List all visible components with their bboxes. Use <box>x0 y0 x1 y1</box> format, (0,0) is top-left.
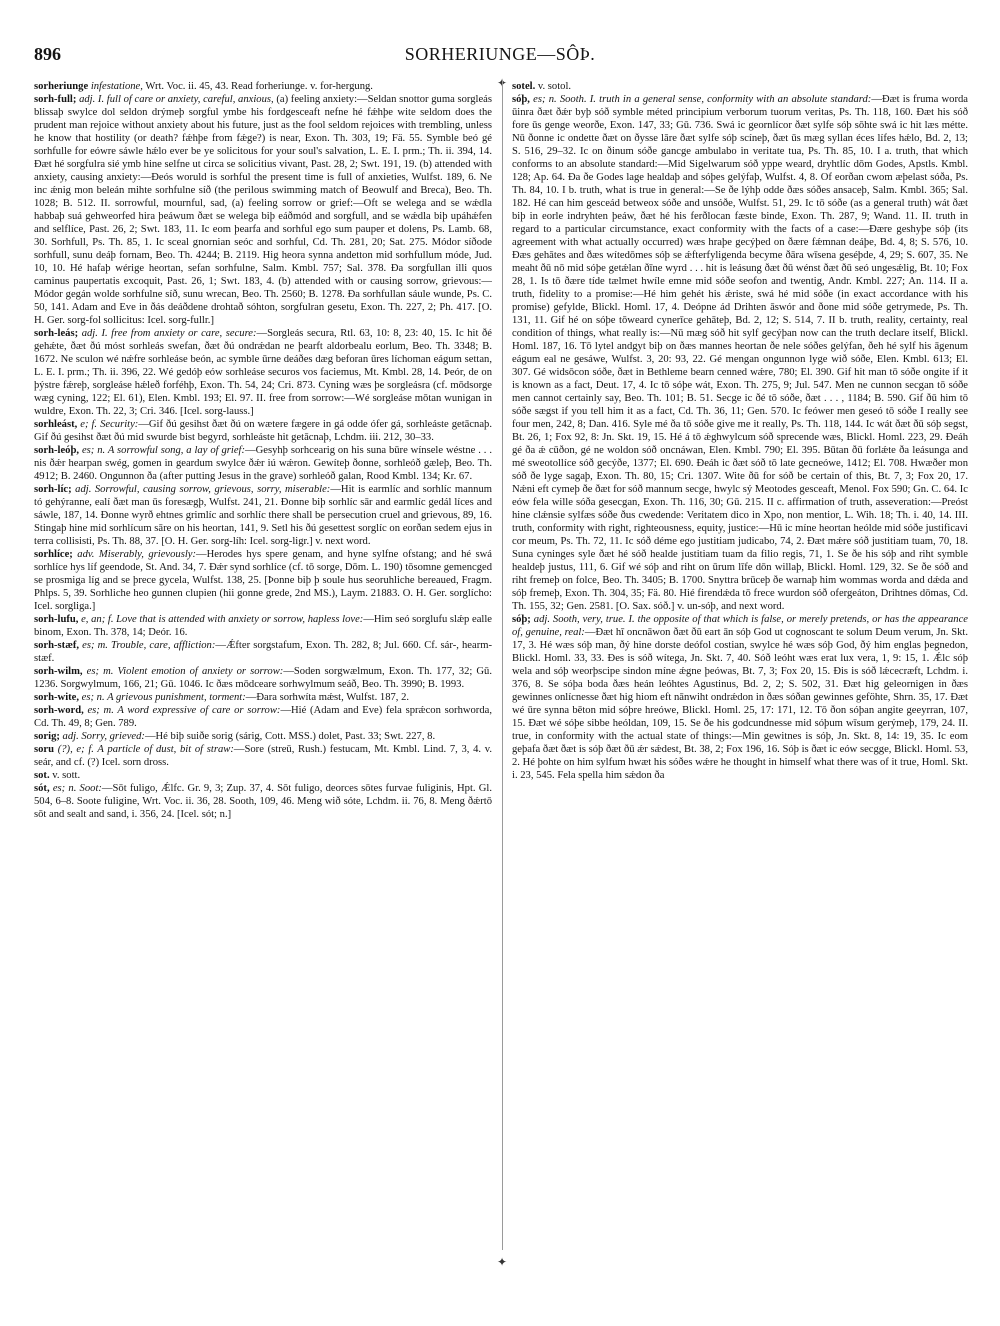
column-divider-ornament-top: ✦ <box>497 76 508 90</box>
entry-definition: adj. I. free from anxiety or care, secure: <box>81 328 257 339</box>
entry-headword: sorh-lufu, <box>34 614 79 625</box>
dictionary-entry <box>512 80 968 93</box>
entry-citations: —Hé biþ suiðe sorig (sárig, Cott. MSS.) dolet, Past. 33; Swt. 227, 8. <box>144 731 436 742</box>
left-column <box>34 80 492 1270</box>
entry-definition: es; n. Sooth. I. truth in a general sense, conformity with an absolute standard: <box>533 94 872 105</box>
dictionary-entry <box>34 483 492 548</box>
entry-headword: sorh-wilm, <box>34 666 83 677</box>
entry-citations: —Gesyhþ sorhcearig on his suna būre wínsele wéstne . . . nis ðǽr hearpan swég, gomen in geardum swylce ðǽr iú wǽron. Gewíteþ ðonne, sorhleóð gæleþ, Beo. Th. 4912; B. 2460. Ongunnon ða (after putting Jesus in the grave) sorhleóð galan, Rood Kmbl. 134; Kr. 67. <box>34 445 492 482</box>
entry-headword: sóþ; <box>512 614 531 625</box>
entry-definition: adj. Sorrowful, causing sorrow, grievous, sorry, miserable: <box>75 484 331 495</box>
dictionary-entry <box>34 548 492 613</box>
entry-definition: es; n. A grievous punishment, torment: <box>81 692 246 703</box>
entry-citations: —Hit is earmlíc and sorhlíc mannum tó gehýranne, ealí ðæt man ūs foresægþ, Wulfst. 241, 21. Ðonne biþ sorhlíc sār and earmlíc gedál líces and sáwle, 187, 14. Ðonne wyrð ehtnes grimlíc and sorhlíc there shall be persecution cruel and grievous, 89, 16. Stingaþ hine mid sorhlícum sāre on his heortan, 141, 9. Setl his ðú gesettest sorglíc on eorðan sedem ejus in terra collisisti, Ps. Th. 88, 37. [O. H. Ger. sorg-líh: Icel. sorg-ligr.] v. next word. <box>34 484 492 547</box>
entry-citations: —Ǽfter sorgstafum, Exon. Th. 282, 8; Jul. 660. Cf. sár-, hearm-stæf. <box>34 640 492 664</box>
entry-citations: v. sotol. <box>537 81 572 92</box>
entry-headword: sót, <box>34 783 50 794</box>
entry-headword: sorheriunge <box>34 81 89 92</box>
entry-definition: es; m. Trouble, care, affliction: <box>82 640 216 651</box>
dictionary-entry <box>512 93 968 613</box>
right-column <box>512 80 968 1270</box>
entry-headword: sorig; <box>34 731 60 742</box>
entry-definition: adj. Sorry, grieved: <box>62 731 145 742</box>
entry-headword: sorh-líc; <box>34 484 72 495</box>
column-divider-ornament-bottom: ✦ <box>497 1255 508 1269</box>
dictionary-entry <box>34 80 492 93</box>
entry-headword: sorh-stæf, <box>34 640 80 651</box>
entry-headword: sorhlíce; <box>34 549 73 560</box>
entry-headword: soru <box>34 744 55 755</box>
page-header <box>34 44 966 68</box>
entry-headword: sorh-word, <box>34 705 84 716</box>
column-divider <box>502 80 503 1250</box>
entry-headword: sorhleást, <box>34 419 78 430</box>
entry-headword: sorh-leóþ, <box>34 445 80 456</box>
entry-definition: infestatione, <box>90 81 143 92</box>
entry-citations: —Ðara sorhwíta mǽst, Wulfst. 187, 2. <box>245 692 410 703</box>
dictionary-entry <box>34 769 492 782</box>
entry-definition: adj. I. full of care or anxiety, careful, anxious, <box>79 94 274 105</box>
entry-citations: —Gif ðú gesihst ðæt ðú on wætere fægere in gá odde ófer gá, sorhleáste getācnaþ. Gif ðú gesihst ðæt ðú mid swurde bist begyrd, sorhleáste hit getācnaþ, Lchdm. iii. 212, 30–33. <box>34 419 492 443</box>
entry-citations: —Herodes hys spere genam, and hyne sylfne ofstang; and hé swá sorhlíce hys líf geendode, St. And. 34, 7. Ðǽr synd sorhlíce (cf. tō sorge, Dōm. L. 190) tōsomne gemencged se prosmiga líg and se þrece gycela, Wulfst. 138, 25. [Þonne biþ þ soule hus seoruhliche bereaued, Fragm. Phlps. 5, 39. Sorhliche heo gunnen clupien (hii gonne grede, 2nd MS.), Laym. 21883. O. H. Ger. sorglícho: Icel. sorgliga.] <box>34 549 492 612</box>
running-head: SORHERIUNGE—SÔÞ. <box>404 44 596 64</box>
entry-citations: v. sott. <box>52 770 81 781</box>
dictionary-entry <box>34 730 492 743</box>
entry-headword: sóþ, <box>512 94 530 105</box>
entry-citations: —Hié (Adam and Eve) fela sprǽcon sorhworda, Cd. Th. 49, 8; Gen. 789. <box>34 705 492 729</box>
dictionary-entry <box>34 93 492 327</box>
entry-headword: sorh-leás; <box>34 328 79 339</box>
dictionary-entry <box>34 782 492 821</box>
dictionary-entry <box>34 613 492 639</box>
dictionary-entry <box>512 613 968 782</box>
entry-definition: es; n. A sorrowful song, a lay of grief: <box>81 445 246 456</box>
entry-definition: es; m. A word expressive of care or sorrow: <box>87 705 281 716</box>
entry-citations: —Sorgleás secura, Rtl. 63, 10: 8, 23: 40, 15. Ic hit ðé gehǽte, ðæt ðú móst sorhleás swefan, ðæt ðú ondrǽdan ne þearft aldorbealu eorlum, Beo. Th. 3348; B. 1672. Ne sculon wé nǽfre sorhleáse beón, ac symble ūrne deáðes dæg beforan ūres líchoman eágum settan, L. E. I. prm.; Th. ii. 396, 22. Wé gedóþ eów sorhleáse securos vos faciemus, Mt. Kmbl. 28, 14. Þeór, de on þýstre fǽreþ, sorgleáse hǽleð forféhþ, Exon. Th. 54, 24; Cri. 873. Cyning wæs þe sorgleásra (cf. mōdsorge wæg cyning, 122; El. 61), Elen. Kmbl. 193; El. 97. II. free from sorrow:—Wé sorgleáse mōtan wunigan in wuldre, Exon. Th. 22, 3; Cri. 346. [Icel. sorg-lauss.] <box>34 328 492 417</box>
entry-headword: sorh-full; <box>34 94 77 105</box>
entry-definition: e, an; f. Love that is attended with anxiety or sorrow, hapless love: <box>81 614 364 625</box>
dictionary-entry <box>34 327 492 418</box>
entry-headword: sotel. <box>512 81 536 92</box>
entry-definition: adv. Miserably, grievously: <box>77 549 197 560</box>
dictionary-entry <box>34 418 492 444</box>
entry-citations: —Soden sorgwælmum, Exon. Th. 177, 32; Gū. 1236. Sorgwylmum, 166, 21; Gū. 1046. Ic ðæs mōdceare sorhwylmum seáð, Beo. Th. 3990; B. 1993. <box>34 666 492 690</box>
entry-definition: adj. Sooth, very, true. I. the opposite of that which is false, or merely pretends, or has the appearance of, genuine, real: <box>512 614 968 638</box>
entry-citations: —Him seó sorglufu slǽp ealle binom, Exon. Th. 378, 14; Deór. 16. <box>34 614 492 638</box>
entry-citations: —Ðæt hī oncnāwon ðæt ðū eart ān sóþ God ut cognoscant te solum Deum verum, Jn. Skt. 17, 3. Hé wæs sóþ man, ðý hine dorste deófol costian, swylce hé wæs sóþ God, ðý him englas þegnedon, Blickl. Homl. 33, 33. Ðes is sóð wítega, Jn. Skt. 7, 40. Sóð leóht wæs erat lux vera, 1, 9: 15, 1. Ǽlc sóþ wela and sóþ weorþscipe sindon míne ǽgne þeówas, Bt. 7, 3; Fox 20, 15. Ðis is sóð lǽcecræft, Lchdm. i. 376, 8. Se sóþa boda ðæs heán leóhtes Agustinus, Bd. 2, 2; S. 502, 31. Ðæt hig geleornigen in ðæs gewinnes onlícnesse ðæt hig hiom eft nānwiht ondrǽdon in ðæs sóðan gewinnes geföhte, Shrn. 35, 17. Ðæt wé ūre synna bēton mid sóþre hreówe, Blickl. Homl. 25, 17: 171, 12. Tō ðon sóþan angite geeyrran, 107, 15. Ðæt wé sóþe sibbe heóldan, 109, 15. Se ðe his godcundnesse mid sóþum wīsum gerýmeþ, 179, 24. II. true, in conformity with the actual state of things:—Min gewitnes is sóþ, Jn. Skt. 8, 14: 19, 35. Ic eom geþafa ðæt ðæt is sóþ ðæt ðū ǽr sǽdest, Bt. 38, 2; Fox 196, 16. Sóþ is ðæt ic eów secgge, Blickl. Homl. 53, 2. Hé þohte on him sylfum hwæt his sóðes wǽre he thought in himself what there was of it true, Homl. Skt. i. 23, 545. Fela spella him sǽdon ða <box>512 627 968 781</box>
page-number: 896 <box>34 44 61 64</box>
dictionary-entry <box>34 665 492 691</box>
dictionary-entry <box>34 639 492 665</box>
entry-definition: e; f. Security: <box>80 419 139 430</box>
entry-citations: —Sōt fuligo, Ǽlfc. Gr. 9, 3; Zup. 37, 4. Sōt fuligo, deorces sōtes furvae fuliginis, Hpt. Gl. 504, 6–8. Soote fuligine, Wrt. Voc. ii. 36, 28. Sooth, 109, 46. Meng wið sóte, Lchdm. ii. 76, 8. Meng ðǽrtō sōt and sealt and sand, i. 356, 24. [Icel. sót; n.] <box>34 783 492 820</box>
entry-citations: Wrt. Voc. ii. 45, 43. Read forheriunge. v. for-hergung. <box>142 81 373 92</box>
entry-definition: es; n. Soot: <box>52 783 102 794</box>
entry-definition: (?), e; f. A particle of dust, bit of straw: <box>57 744 234 755</box>
dictionary-entry <box>34 743 492 769</box>
entry-headword: sorh-wite, <box>34 692 80 703</box>
entry-definition: es; m. Violent emotion of anxiety or sorrow: <box>86 666 284 677</box>
entry-citations: (a) feeling anxiety:—Seldan snottor guma sorgleás blissaþ swylce dol seldon drýmeþ sorgful ymbe his fordgesceaft nefne hé fǽhþe wite seldom does the prudent man rejoice without anxiety about his future, just as the fool seldom rejoices with trembling, unless he know that hostility (or death? fǽhþe from fǽge?) is near, Exon. Th. 303, 19; Fä. 55. Symble beó gé sorhfulle for eówre sáwle hǽlo ever be ye solicitous for your soul's salvation, L. E. I. prm.; Th. ii. 394, 14. Ðæt hé sorgfulra sié ymb hine selfne ut circa se solicitius vivant, Past. 28, 2; Swt. 191, 19. (b) attended with anxiety, causing anxiety:—Ðeós woruld is sorhful the present time is full of anxieties, Wulfst. 189, 6. Ne inc ǽnig mon beleán mihte sorhfulne síð (the perilous swimming match of Beowulf and Breca), Beo. Th. 1028; B. 512. II. sorrowful, mournful, sad, (a) feeling sorrow or grief:—Oft se welega and se wǽdla habbaþ suá gehweorfed hira þeáwum ðæt se welega biþ eáðmód and sorgfull, and se wǽdla biþ upáhǽfen and selflíce, Past. 26, 2; Swt. 183, 11. Ic eom þearfa and sorhful ego sum pauper et dolens, Ps. Lamb. 68, 30. Sorhfull, Ps. Th. 85, 1. Ic sceal gnornian seóc and sorhful, Cd. Th. 281, 20; Sat. 275. Módor síðode sorhfull, sunu deáþ fornam, Beo. Th. 4244; B. 2119. Hig heora synna andetton mid sorhfullum móde, Jud. 10, 10. Hé hafaþ wérige heortan, sefan sorhfulne, Salm. Kmbl. 757; Sal. 378. Ða sorgfullan illi quos caminus paupertatis excoquit, Past. 26, 1; Swt. 183, 4. (b) attended with or causing sorrow, grievous:—Módor gegán wolde sorhfulne síð, sunu wrecan, Beo. Th. 2560; B. 1278. Ða sorhfullan sáule wunde, Ps. C. 50, 141. Adam and Eve in ðás deáðdene drohtað sóhton, sorgfulran gesetu, Exon. Th. 227, 2; Ph. 417. [O. H. Ger. sorg-fol sollicitus: Icel. sorg-fullr.] <box>34 94 492 326</box>
entry-headword: sot. <box>34 770 50 781</box>
entry-citations: —Ðæt is fruma worda ūinra ðæt ðǽr byþ sóð symble méted principium verborum tuorum veritas, Ps. Th. 118, 160. Ðæt his sóð fore ūs genge weorðe, Exon. 147, 33; Gū. 736. Swá ic geornlícor ðæt sylfe sóþ sōhte swá ic hit læs métte. Nū ðonne ic ondette ðæt on ðysse lāre ðæt sylfe sóþ scíneþ, ðæt ūs mæg syllan éces lífes hǽlo, Bd. 2, 13; S. 516, 29–32. Ic on ðinum sóðe gancge ambulabo in veritate tua, Ps. Th. 85, 10. I a. truth, that which conforms to an absolute standard:—Mid Sigelwarum sóð yppe weard, dryhtlíc dōm Godes, Apstls. Kmbl. 128; Ap. 64. Ða ðe Godes lage healdaþ and sóþes gelýfaþ, Wulfst. 4, 8. Of eorðan cwom æþelast sóða, Ps. Th. 84, 10. I b. truth, what is true in general:—Se ðe lýhþ odde ðæs sóðes ansaceþ, Salm. Kmbl. 365; Sal. 182. Hé can him gesceád betweox sóðe and unsóðe, Wulfst. 51, 29. Ic tō sóðe (as a general truth) wát ðæt biþ in eorle indryhten þeáw, ðæt hé his ferðlocan fæste binde, Exon. Th. 287, 9; Wand. 11. II. truth in regard to a particular circumstance, exact conformity with the facts of a case:—Ðære geshyþe sóþ (its agreement with what actually occurred) wæs hraþe gecýþed on ðære fǽmnan deáþe, Bd. 4, 8; S. 576, 10. Ðæs gehātes and ðæs wítedōmes sóþ se ǽfterfyligenda becyme ðāra wīsena geséþde, 4, 29; S. 607, 35. Ne meaht ðū nō mid sóþe getǽlan ðīne wyrd . . . hit is leásung ðæt ðū wénst ðæt ðū seó ungesǽlig, Bt. 10; Fox 28, 1. Is tō ðære tíde tælmet hwíle emne mid sóðe seofon and twentig, Andr. Kmbl. 227; An. 114. II a. truth, fidelity to a promise:—Hé him gehét his ǽriste, swá hé mid sóðe (in exact accordance with his promise) gefylde, Blickl. Homl. 17, 4. Deópne ád Drihten āswór and ðone mid sóðe getrymede, Ps. Th. 131, 11. Gif hé on sóþe tōweard cynerīce gehāteþ, Bd. 2, 12; S. 514, 7. II b. truth, reality, certainty, real condition of things, what really is:—Nū mæg sóð hit sylf gecýþan now can the truth declare itself, Blickl. Homl. 187, 16. Tō lytel andgyt biþ on ðæs mannes heortan ðe nele sóðes gelýfan, ðeh hé sylf his āgenum eágum eal ne gesáwe, Wulfst. 3, 20: 93, 22. Gé mengan ongunnon lyge wið sóðe, Elen. Kmbl. 613; El. 307. Gé widsōcon sóðe, ðæt in Bethleme bearn cenned wǽre, 780; El. 390. Gif hit man tō sóðe ongite if it is known as a fact, Deut. 17, 4. Ic tō sóþe wát, Exon. Th. 275, 9; Jul. 547. Men ne cunnon secgan tō sóðe men cannot certainly say, Beo. Th. 101; B. 51. Secge ic ðé tō sóðe, ðæt . . . , 1184; B. 590. Gif ðū him tō sóðe sægst if you tell him it as a fact, Cd. Th. 36, 11; Gen. 570. Ic feówer men geseó tō sóðe I really see four men, 242, 8; Dan. 416. Syle mé ða tō sóðe give me it really, Ps. Th. 118, 144. Ic wát ðæt ðū sóþ segst, Bt. 26, 1; Fox 92, 8: Jn. Skt. 19, 15. Hé á tō ǽghwylcum sóð sprecende wæs, Blickl. Homl. 223, 29. Ðeáh gé ða ǽ cūðon, gé ne woldon sóð oncnáwan, Elen. Kmbl. 790; El. 395. Būtan ðū forlǽte ða leásunga and mé sweotollíce sóð gecýðe, 1377; El. 690. Ðeáh ic ðæt sóð tō late gecneówe, 1412; El. 708. Hwæðer mon sóð ðe lyge sagaþ, Exon. Th. 80, 15; Cri. 1307. Wite ðū for sóð be certain of this, Bt. 7, 3; Fox 20, 17. Nǽni eft cymeþ ðe ðæt for sóð mannum secge, hwylc sý Meotodes gesceaft, Menol. Fox 590; Gn. C. 64. Ic eów fela wille sóða gesecgan, Exon. Th. 116, 30; Gū. 215. II c. affirmation of truth, asseveration:—Preóst hine clǽnsie sylfæs sóðe ðus cwedende: Veritatem dico in Xpo, non mentior, L. Wih. 18; Th. i. 40, 14. III. truth, conformity with right, righteousness, equity, justice:—Hū ic míne heortan heólde mid sóðe justificavi cor meum, Ps. Th. 72, 11. Ic sóð déme ego justitiam judicabo, 74, 2. Ðæt mǽre sóð justitiam tuam, 70, 18. Suna cyninges syle ðæt hé sóð healde justitiam tuam da filio regis, 71, 1. Se ðe his sóþ and riht symble healdeþ justus, 111, 6. Gif wé sóþ and riht on ūrum līfe dōn willaþ, Blickl. Homl. 129, 32. Se ðe sóð and riht fremeþ on folce, Beo. Th. 3405; B. 1700. Snyttra brūceþ ðe warnaþ him wommas worda and dǽda and sóþ fremeþ, Exon. Th. 304, 35; Fä. 80. Hié firendǽda tō frece wurdon sóð ofergeáton, Drihtnes dōmas, Cd. Th. 155, 32; Gen. 2581. [O. Sax. sóð.] v. un-sóþ, and next word. <box>512 94 968 612</box>
dictionary-entry <box>34 444 492 483</box>
entry-citations: —Sore (streū, Rush.) festucam, Mt. Kmbl. Lind. 7, 3, 4. v. seár, and cf. (?) Icel. sorn dross. <box>34 744 492 768</box>
dictionary-entry <box>34 691 492 704</box>
dictionary-entry <box>34 704 492 730</box>
